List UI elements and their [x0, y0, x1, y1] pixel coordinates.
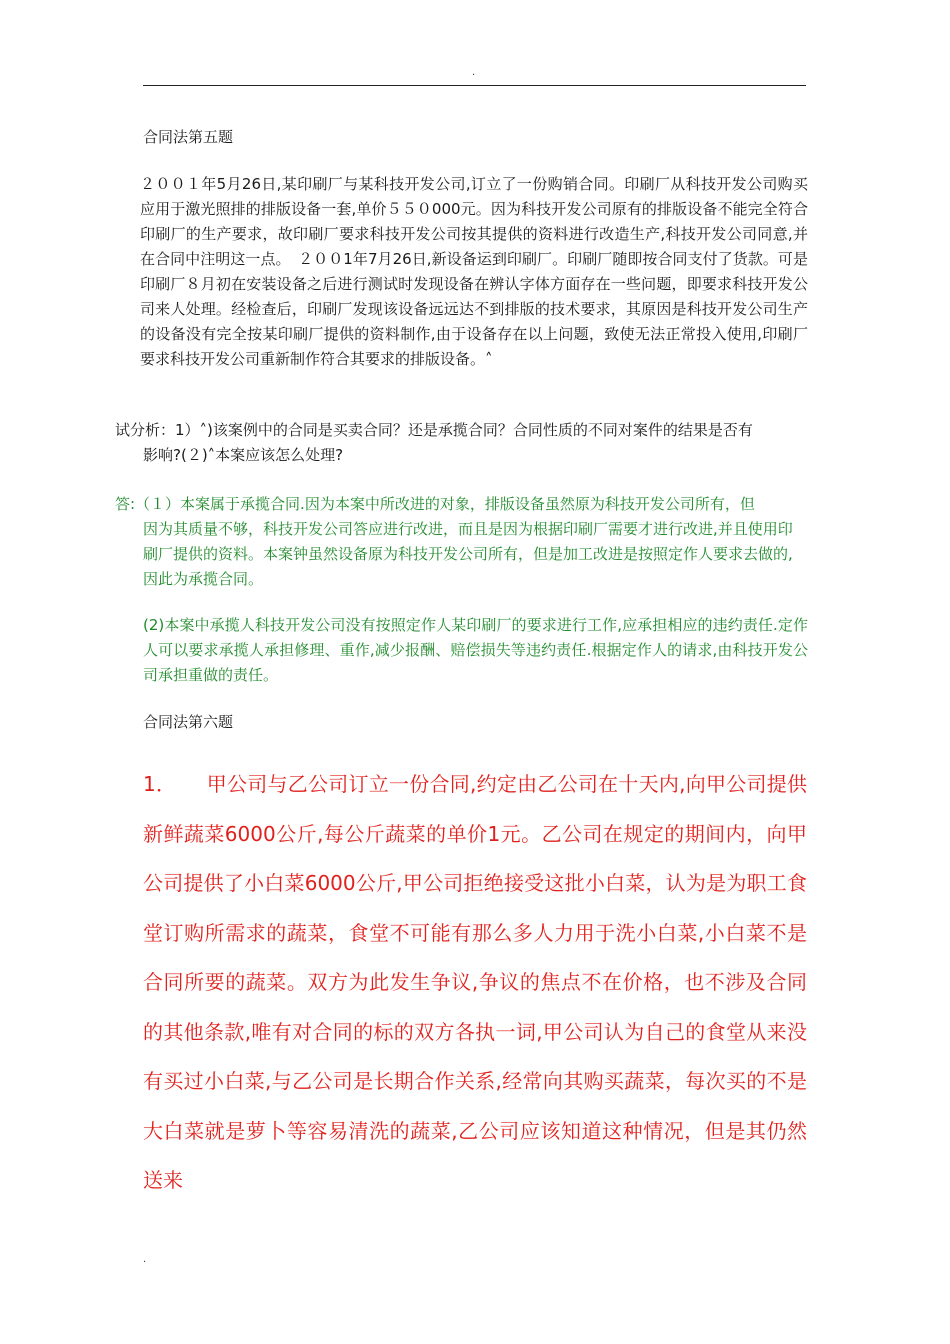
- answer-2: (2)本案中承揽人科技开发公司没有按照定作人某印刷厂的要求进行工作,应承担相应的违约责任.定作人可以要求承揽人承担修理、重作,减少报酬、赔偿损失等违约责任.根据定作人的请求,由科技开发公司承担重做的责任。: [143, 616, 808, 684]
- analysis-question: [115, 418, 805, 468]
- analysis-line-1: 试分析：1）˄)该案例中的合同是买卖合同？还是承揽合同？合同性质的不同对案件的结果是否有: [115, 421, 753, 439]
- section6-paragraph: 1． 甲公司与乙公司订立一份合同,约定由乙公司在十天内,向甲公司提供新鲜蔬菜6000公斤,每公斤蔬菜的单价1元。乙公司在规定的期间内，向甲公司提供了小白菜6000公斤,甲公司拒绝接受这批小白菜，认为是为职工食堂订购所需求的蔬菜，食堂不可能有那么多人力用于洗小白菜,小白菜不是合同所要的蔬菜。双方为此发生争议,争议的焦点不在价格，也不涉及合同的其他条款,唯有对合同的标的双方各执一词,甲公司认为自己的食堂从来没有买过小白菜,与乙公司是长期合作关系,经常向其购买蔬菜，每次买的不是大白菜就是萝卜等容易清洗的蔬菜,乙公司应该知道这种情况，但是其仍然送来: [143, 772, 807, 1192]
- section5-title: 合同法第五题: [143, 128, 234, 146]
- header-rule: [143, 85, 806, 86]
- analysis-line-2: 影响?(２)˄本案应该怎么处理?: [143, 446, 344, 464]
- answer-1: [115, 492, 805, 592]
- header-dot: .: [472, 67, 476, 78]
- section5-paragraph: ２００１年5月26日,某印刷厂与某科技开发公司,订立了一份购销合同。印刷厂从科技开发公司购买应用于激光照排的排版设备一套,单价５５０000元。因为科技开发公司原有的排版设备不能完全符合印刷厂的生产要求，故印刷厂要求科技开发公司按其提供的资料进行改造生产,科技开发公司同意,并在合同中注明这一点。 ２００1年7月26日,新设备运到印刷厂。印刷厂随即按合同支付了货款。可是印刷厂８月初在安装设备之后进行测试时发现设备在辨认字体方面存在一些问题，即要求科技开发公司来人处理。经检查后，印刷厂发现该设备远远达不到排版的技术要求，其原因是科技开发公司生产的设备没有完全按某印刷厂提供的资料制作,由于设备存在以上问题，致使无法正常投入使用,印刷厂要求科技开发公司重新制作符合其要求的排版设备。˄: [140, 175, 808, 368]
- section6-title: 合同法第六题: [143, 713, 234, 731]
- answer-continuation: 因为其质量不够，科技开发公司答应进行改进，而且是因为根据印刷厂需要才进行改进,并且使用印刷厂提供的资料。本案钟虽然设备原为科技开发公司所有，但是加工改进是按照定作人要求去做的,因此为承揽合同。: [143, 520, 793, 588]
- footer-dot: .: [143, 1254, 147, 1265]
- answer-line-1: 答:（１）本案属于承揽合同.因为本案中所改进的对象，排版设备虽然原为科技开发公司所有，但: [115, 495, 755, 513]
